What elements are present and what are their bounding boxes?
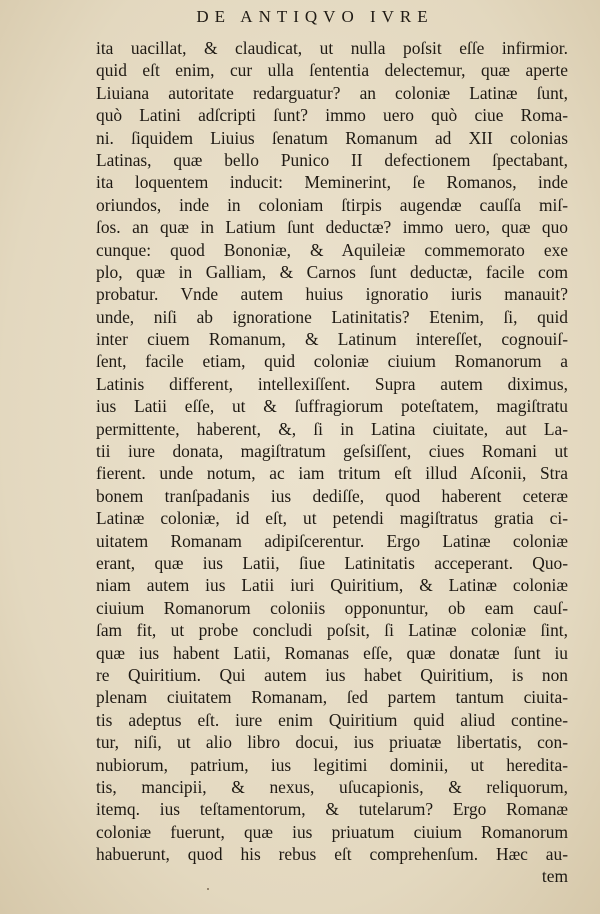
text-line: ius Latii eſſe, ut & ſuffragiorum poteſtatem, magiſtratu: [96, 396, 568, 417]
text-line: coloniæ fuerunt, quæ ius priuatum ciuium Romanorum: [96, 821, 568, 842]
text-line: tis adeptus eſt. iure enim Quiritium quid aliud contine-: [96, 709, 568, 730]
text-line: permittente, haberent, &, ſi in Latina ciuitate, aut La-: [96, 418, 568, 439]
text-line: oriundos, inde in coloniam ſtirpis augendæ cauſſa miſ-: [96, 194, 568, 215]
text-line: fierent. unde notum, ac iam tritum eſt illud Aſconii, Stra: [96, 463, 568, 484]
text-line: ita loquentem inducit: Meminerint, ſe Romanos, inde: [96, 172, 568, 193]
text-line: tis, mancipii, & nexus, uſucapionis, & reliquorum,: [96, 776, 568, 797]
text-line: quæ ius habent Latii, Romanas eſſe, quæ donatæ ſunt iu: [96, 642, 568, 663]
text-line: plo, quæ in Galliam, & Carnos ſunt deductæ, facile com: [96, 261, 568, 282]
text-line: plenam ciuitatem Romanam, ſed partem tantum ciuita-: [96, 687, 568, 708]
text-line: ſent, facile etiam, quid coloniæ ciuium Romanorum a: [96, 351, 568, 372]
body-text: [96, 37, 568, 888]
text-line: quid eſt enim, cur ulla ſententia delectemur, quæ aperte: [96, 60, 568, 81]
text-line: Latinas, quæ bello Punico II defectionem ſpectabant,: [96, 149, 568, 170]
text-line: Latinæ coloniæ, id eſt, ut petendi magiſtratus gratia ci-: [96, 508, 568, 529]
text-line: cunque: quod Bononiæ, & Aquileiæ commemorato exe: [96, 239, 568, 260]
text-line: re Quiritium. Qui autem ius habet Quiritium, is non: [96, 664, 568, 685]
text-line: tii iure donata, magiſtratum geſsiſſent, ciues Romani ut: [96, 441, 568, 462]
text-line: ni. ſiquidem Liuius ſenatum Romanum ad XII colonias: [96, 127, 568, 148]
text-line: Liuiana autoritate redarguatur? an coloniæ Latinæ ſunt,: [96, 82, 568, 103]
text-line: probatur. Vnde autem huius ignoratio iuris manauit?: [96, 284, 568, 305]
text-line: erant, quæ ius Latii, ſiue Latinitatis acceperant. Quo-: [96, 552, 568, 573]
text-line: ciuium Romanorum coloniis opponuntur, ob eam cauſ-: [96, 597, 568, 618]
text-line: ſam fit, ut probe concludi poſsit, ſi Latinæ coloniæ ſint,: [96, 620, 568, 641]
text-line: nubiorum, patrium, ius legitimi dominii, ut heredita-: [96, 754, 568, 775]
text-line: tur, niſi, ut alio libro docui, ius priuatæ libertatis, con-: [96, 732, 568, 753]
text-line: ita uacillat, & claudicat, ut nulla poſsit eſſe infirmior.: [96, 38, 568, 58]
text-line: tem: [541, 866, 568, 887]
text-line: bonem tranſpadanis ius dediſſe, quod haberent ceteræ: [96, 485, 568, 506]
text-line: ſos. an quæ in Latium ſunt deductæ? immo uero, quæ quo: [96, 217, 568, 238]
text-line: unde, niſi ab ignoratione Latinitatis? Etenim, ſi, quid: [96, 306, 568, 327]
text-line: itemq. ius teſtamentorum, & tutelarum? Ergo Romanæ: [96, 799, 568, 820]
text-line: uitatem Romanam adipiſcerentur. Ergo Latinæ coloniæ: [96, 530, 568, 551]
running-header: DE ANTIQVO IVRE: [196, 7, 434, 26]
text-line: Latinis different, intellexiſſent. Supra autem diximus,: [96, 373, 568, 394]
paper-speck: [207, 888, 209, 890]
text-line: quò Latini adſcripti ſunt? immo uero quò ciue Roma-: [96, 105, 568, 126]
text-line: niam autem ius Latii iuri Quiritium, & Latinæ coloniæ: [96, 575, 568, 596]
text-line: habuerunt, quod his rebus eſt comprehenſum. Hæc au-: [96, 844, 568, 865]
text-line: inter ciuem Romanum, & Latinum intereſſet, cognouiſ-: [96, 329, 568, 350]
